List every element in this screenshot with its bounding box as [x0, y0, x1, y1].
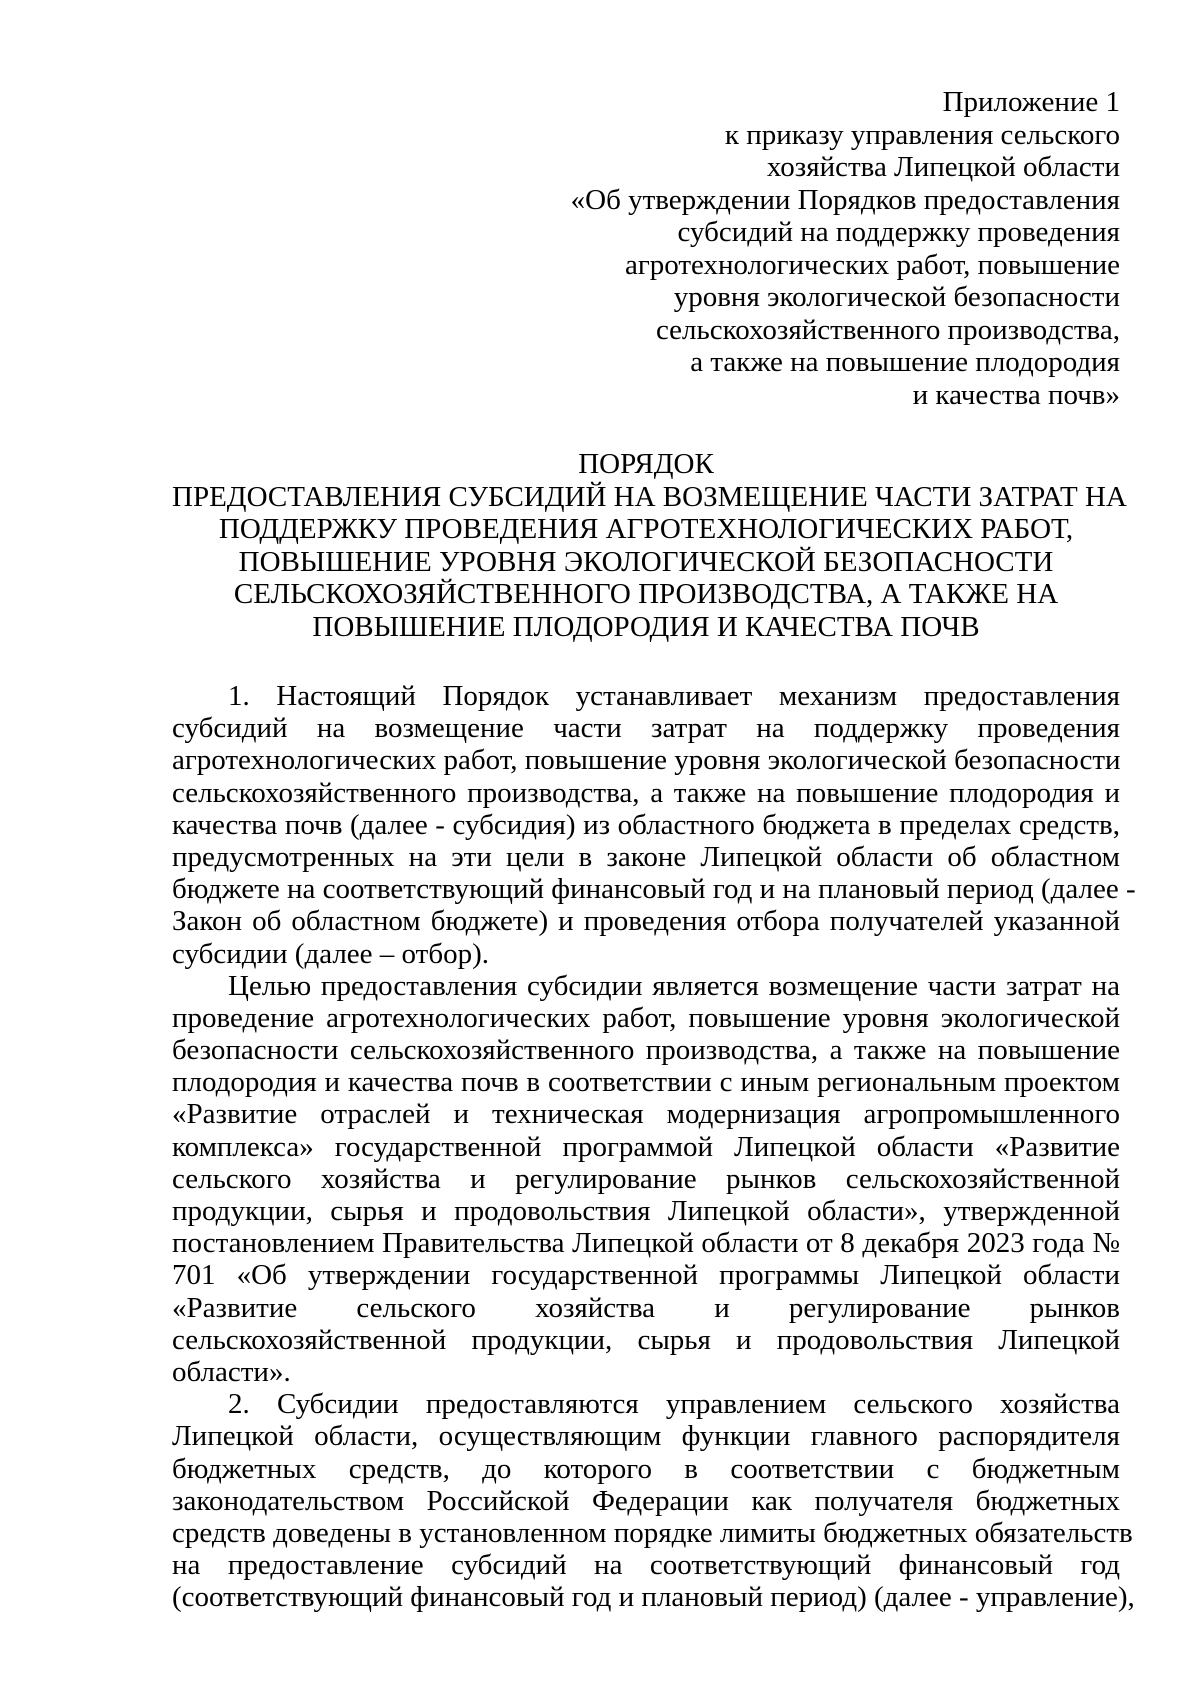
- paragraph-line: бюджетных средств, до которого в соответствии с бюджетным: [172, 1452, 1120, 1485]
- paragraph-line: Целью предоставления субсидии является возмещение части затрат на: [228, 969, 1120, 1002]
- title-line: ПОРЯДОК: [578, 448, 714, 480]
- paragraph-line: (соответствующий финансовый год и плановый период) (далее - управление),: [172, 1581, 1135, 1614]
- paragraph-line: сельского хозяйства и регулирование рынков сельскохозяйственной: [172, 1162, 1120, 1195]
- paragraph-line: плодородия и качества почв в соответствии с иным региональным проектом: [172, 1066, 1120, 1099]
- paragraph-line: субсидий на возмещение части затрат на поддержку проведения: [172, 712, 1120, 745]
- paragraph-line: проведение агротехнологических работ, повышение уровня экологической: [172, 1001, 1120, 1034]
- paragraph-line: комплекса» государственной программой Липецкой области «Развитие: [172, 1130, 1120, 1163]
- paragraph-line: «Развитие сельского хозяйства и регулирование рынков: [172, 1291, 1120, 1324]
- paragraph-line: качества почв (далее - субсидия) из областного бюджета в пределах средств,: [172, 808, 1120, 841]
- paragraph-line: средств доведены в установленном порядке лимиты бюджетных обязательств: [172, 1516, 1133, 1549]
- paragraph-line: субсидии (далее – отбор).: [172, 937, 490, 970]
- document-body: [172, 680, 1136, 1614]
- appendix-line: к приказу управления сельского: [724, 118, 1120, 151]
- appendix-line: агротехнологических работ, повышение: [624, 248, 1120, 281]
- appendix-line: а также на повышение плодородия: [690, 346, 1120, 378]
- appendix-header: [400, 86, 1120, 411]
- paragraph-line: «Развитие отраслей и техническая модернизация агропромышленного: [172, 1098, 1120, 1131]
- paragraph-line: Закон об областном бюджете) и проведения отбора получателей указанной: [172, 905, 1120, 938]
- paragraph-line: безопасности сельскохозяйственного производства, а также на повышение: [172, 1034, 1120, 1067]
- document-title: [172, 448, 1127, 643]
- appendix-line: уровня экологической безопасности: [673, 281, 1120, 313]
- paragraph-line: 701 «Об утверждении государственной программы Липецкой области: [172, 1259, 1120, 1292]
- paragraph-line: области».: [172, 1355, 291, 1388]
- paragraph-line: на предоставление субсидий на соответствующий финансовый год: [172, 1549, 1120, 1582]
- title-line: СЕЛЬСКОХОЗЯЙСТВЕННОГО ПРОИЗВОДСТВА, А ТАКЖЕ НА: [233, 578, 1059, 610]
- appendix-line: «Об утверждении Порядков предоставления: [570, 183, 1120, 216]
- paragraph-line: бюджете на соответствующий финансовый год и на плановый период (далее -: [172, 873, 1136, 906]
- paragraph-line: 1. Настоящий Порядок устанавливает механизм предоставления: [228, 680, 1120, 712]
- paragraph-line: Липецкой области, осуществляющим функции главного распорядителя: [172, 1420, 1120, 1453]
- paragraph-line: 2. Субсидии предоставляются управлением сельского хозяйства: [228, 1388, 1120, 1421]
- appendix-line: сельскохозяйственного производства,: [655, 313, 1120, 346]
- paragraph-line: сельскохозяйственной продукции, сырья и продовольствия Липецкой: [172, 1323, 1120, 1356]
- title-line: ПОВЫШЕНИЕ ПЛОДОРОДИЯ И КАЧЕСТВА ПОЧВ: [312, 610, 980, 643]
- appendix-line: и качества почв»: [912, 378, 1120, 411]
- appendix-line: хозяйства Липецкой области: [766, 151, 1120, 183]
- appendix-line: Приложение 1: [942, 86, 1120, 118]
- paragraph-line: продукции, сырья и продовольствия Липецкой области», утвержденной: [172, 1195, 1120, 1227]
- paragraph-line: законодательством Российской Федерации как получателя бюджетных: [172, 1484, 1120, 1517]
- title-line: ПОДДЕРЖКУ ПРОВЕДЕНИЯ АГРОТЕХНОЛОГИЧЕСКИХ РАБОТ,: [218, 513, 1074, 545]
- paragraph-line: агротехнологических работ, повышение уровня экологической безопасности: [172, 744, 1121, 777]
- title-line: ПОВЫШЕНИЕ УРОВНЯ ЭКОЛОГИЧЕСКОЙ БЕЗОПАСНОСТИ: [238, 545, 1054, 578]
- paragraph-line: сельскохозяйственного производства, а также на повышение плодородия и: [172, 776, 1120, 809]
- paragraph-line: постановлением Правительства Липецкой области от 8 декабря 2023 года №: [172, 1227, 1120, 1260]
- appendix-line: субсидий на поддержку проведения: [677, 216, 1120, 248]
- paragraph-line: предусмотренных на эти цели в законе Липецкой области об областном: [172, 840, 1120, 873]
- title-line: ПРЕДОСТАВЛЕНИЯ СУБСИДИЙ НА ВОЗМЕЩЕНИЕ ЧАСТИ ЗАТРАТ НА: [172, 480, 1127, 513]
